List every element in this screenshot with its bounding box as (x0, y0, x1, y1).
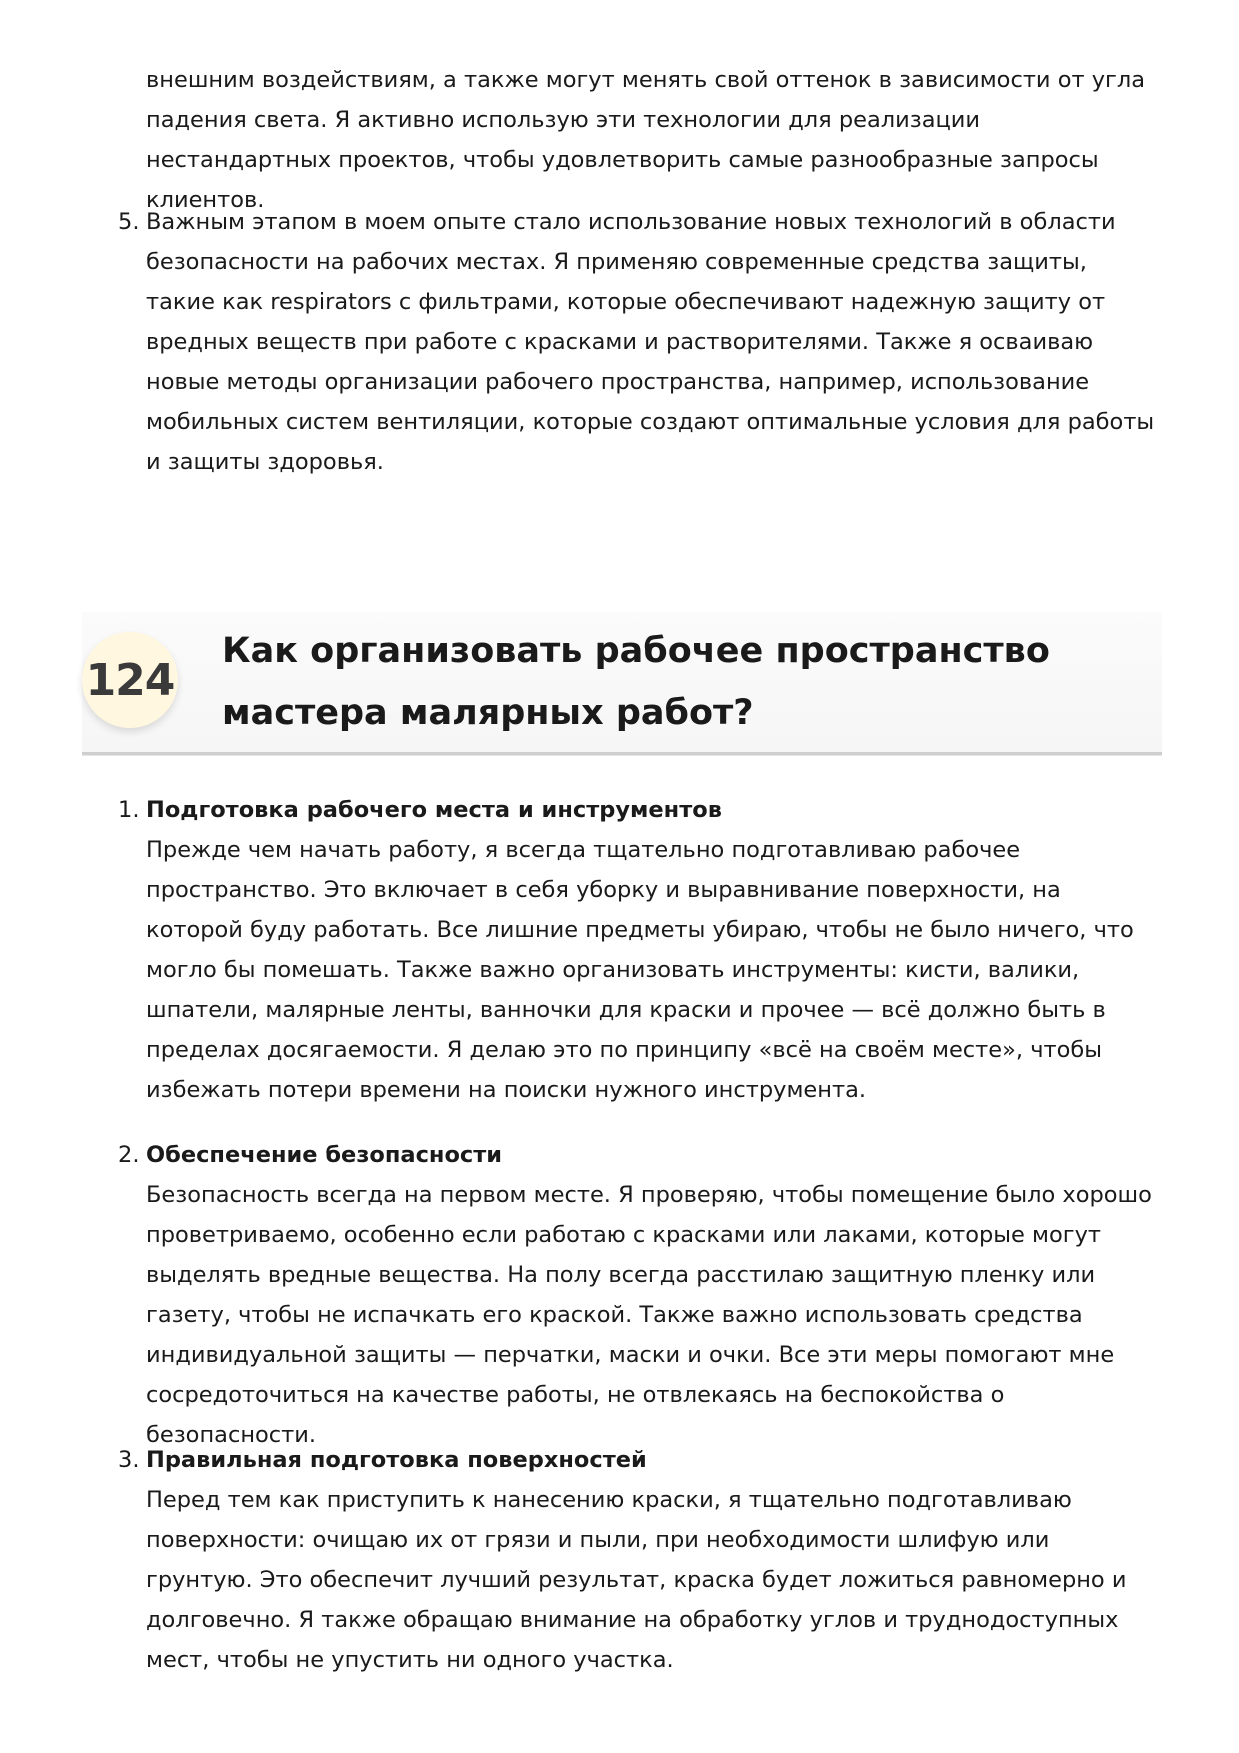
list-item-number: 1. (118, 797, 140, 823)
list-item-title: Правильная подготовка поверхностей (146, 1447, 647, 1473)
list-item-text: Прежде чем начать работу, я всегда тщательно подготавливаю рабочее пространство. Это включает в себя уборку и выравнивание поверхности, на которой буду работать. Все лишние предметы убираю, чтобы не было ничего, что могло бы помешать. Также важно организовать инструменты: кисти, валики, шпатели, малярные ленты, ванночки для краски и прочее — всё должно быть в пределах досягаемости. Я делаю это по принципу «всё на своём месте», чтобы избежать потери времени на поиски нужного инструмента. (146, 837, 1134, 1103)
continuation-text: внешним воздействиям, а также могут менять свой оттенок в зависимости от угла падения света. Я активно использую эти технологии для реализации нестандартных проектов, чтобы удовлетворить самые разнообразные запросы клиентов. (146, 67, 1146, 213)
list-item-5 (118, 202, 1156, 482)
list-item-1 (118, 790, 1156, 1110)
list-item-text: Важным этапом в моем опыте стало использование новых технологий в области безопасности на рабочих местах. Я применяю современные средства защиты, такие как respirators с фильтрами, которые обеспечивают надежную защиту от вредных веществ при работе с красками и растворителями. Также я осваиваю новые методы организации рабочего пространства, например, использование мобильных систем вентиляции, которые создают оптимальные условия для работы и защиты здоровья. (146, 209, 1155, 475)
list-item-number: 5. (118, 209, 140, 235)
list-item-text: Перед тем как приступить к нанесению краски, я тщательно подготавливаю поверхности: очищаю их от грязи и пыли, при необходимости шлифую или грунтую. Это обеспечит лучший результат, краска будет ложиться равномерно и долговечно. Я также обращаю внимание на обработку углов и труднодоступных мест, чтобы не упустить ни одного участка. (146, 1487, 1127, 1673)
section-title: Как организовать рабочее пространство мастера малярных работ? (222, 631, 1050, 733)
continuation-paragraph (146, 60, 1156, 220)
list-item-number: 2. (118, 1142, 140, 1168)
list-item-title: Обеспечение безопасности (146, 1142, 503, 1168)
list-item-2 (118, 1135, 1156, 1455)
list-item-text: Безопасность всегда на первом месте. Я проверяю, чтобы помещение было хорошо проветриваемо, особенно если работаю с красками или лаками, которые могут выделять вредные вещества. На полу всегда расстилаю защитную пленку или газету, чтобы не испачкать его краской. Также важно использовать средства индивидуальной защиты — перчатки, маски и очки. Все эти меры помогают мне сосредоточиться на качестве работы, не отвлекаясь на беспокойства о безопасности. (146, 1182, 1152, 1448)
list-item-number: 3. (118, 1447, 140, 1473)
section-heading (82, 612, 1162, 755)
list-item-title: Подготовка рабочего места и инструментов (146, 797, 722, 823)
section-number-badge: 124 (82, 632, 178, 728)
list-item-3 (118, 1440, 1156, 1680)
